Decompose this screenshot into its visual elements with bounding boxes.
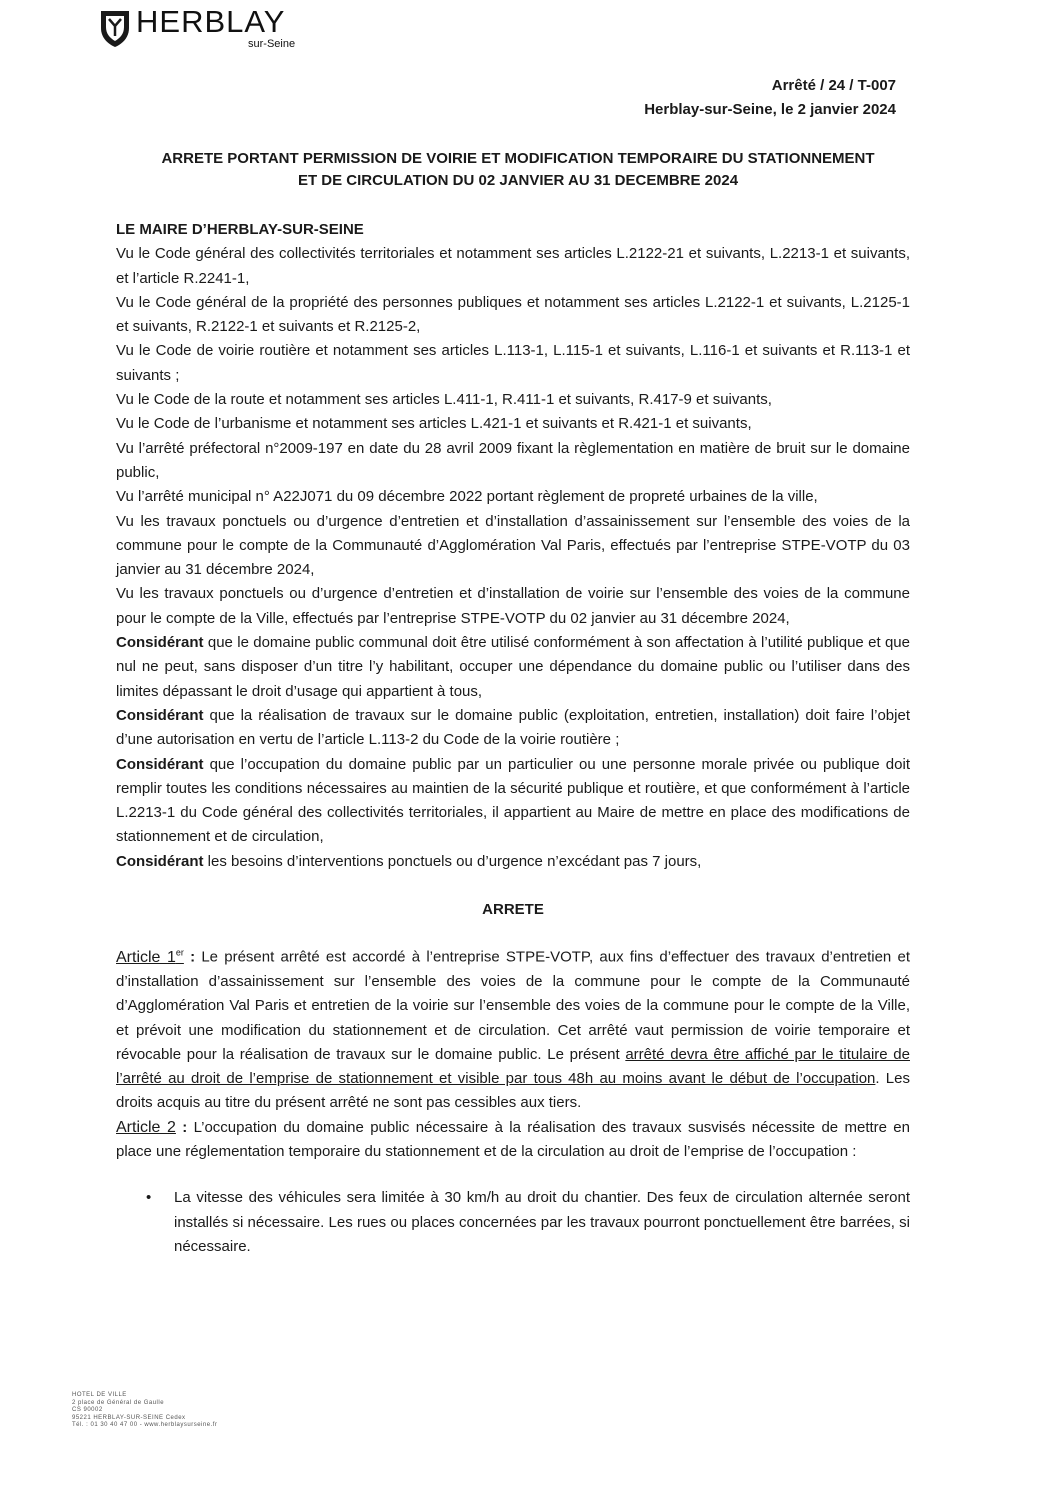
article-2-label: Article 2	[116, 1118, 176, 1136]
title-line-2: ET DE CIRCULATION DU 02 JANVIER AU 31 DECEMBRE 2024	[297, 172, 739, 189]
considerant-clause	[116, 753, 910, 850]
vu-clause: Vu les travaux ponctuels ou d’urgence d’entretien et d’installation d’assainissement sur l’ensemble des voies de la commune pour le compte de la Communauté d’Agglomération Val Paris, effectués par l’entreprise STPE-VOTP du 03 janvier au 31 décembre 2024,	[116, 512, 910, 579]
vu-clause: Vu les travaux ponctuels ou d’urgence d’entretien et d’installation de voirie sur l’ensemble des voies de la commune pour le compte de la Ville, effectués par l’entreprise STPE-VOTP du 02 janvier au 31 décembre 2024,	[116, 585, 910, 627]
list-item: • La vitesse des véhicules sera limitée à 30 km/h au droit du chantier. Des feux de circulation alternée seront installés si nécessaire. Les rues ou places concernées par les travaux pourront ponctuellement être barrées, si nécessaire.	[116, 1186, 910, 1259]
logo-name: HERBLAY	[136, 4, 286, 39]
arrete-heading: ARRETE	[482, 901, 544, 919]
coat-of-arms-icon	[98, 8, 132, 48]
article-1-posting-requirement: arrêté devra être affiché par le titulaire de l’arrêté au droit de l’emprise de stationnement et visible par tous 48h au moins avant le début de l’occupation	[116, 1045, 910, 1088]
article-2: Article 2 : L’occupation du domaine public nécessaire à la réalisation des travaux susvisés nécessite de mettre en place une réglementation temporaire du stationnement et de la circulation au droit de l’emprise de l’occupation :	[116, 1118, 910, 1161]
city-logo	[98, 6, 328, 54]
considerant-text: que l’occupation du domaine public par un particulier ou une personne morale privée ou publique doit remplir toutes les conditions nécessaires au maintien de la sécurité publique et routière, et que conformément à l’article L.2213-1 du Code général des collectivités territoriales, il appartient au Maire de mettre en place des modifications de stationnement et de circulation,	[116, 755, 910, 846]
considerant-clause	[116, 704, 910, 753]
considerant-clause	[116, 850, 910, 874]
considerant-clause	[116, 631, 910, 704]
logo-subtitle: sur-Seine	[248, 38, 296, 50]
decree-place-date: Herblay-sur-Seine, le 2 janvier 2024	[644, 101, 896, 118]
article-2-measures	[116, 1186, 910, 1259]
considerant-label: Considérant	[116, 706, 204, 724]
document-title	[118, 148, 918, 192]
decree-reference	[644, 74, 896, 122]
article-1-text: Le présent arrêté est accordé à l’entreprise STPE-VOTP, aux fins d’effectuer des travaux d’entretien et d’installation d’assainissement sur l’ensemble des voies de la commune pour le compte de la Communauté d’Agglomération Val Paris et entretien de la voirie sur l’ensemble des voies de la commune pour le compte de la Ville, et prévoit une modification du stationnement et de circulation. Cet arrêté vaut permission de voirie temporaire et révocable pour la réalisation de travaux sur le domaine public. Le présent	[116, 948, 910, 1063]
vu-clause: Vu le Code de voirie routière et notamment ses articles L.113-1, L.115-1 et suivants, L.116-1 et suivants et R.113-1 et suivants ;	[116, 342, 910, 384]
article-1: Article 1er : Le présent arrêté est accordé à l’entreprise STPE-VOTP, aux fins d’effectuer des travaux d’entretien et d’installation d’assainissement sur l’ensemble des voies de la commune pour le compte de la Communauté d’Agglomération Val Paris et entretien de la voirie sur l’ensemble des voies de la commune pour le compte de la Ville, et prévoit une modification du stationnement et de circulation. Cet arrêté vaut permission de voirie temporaire et révocable pour la réalisation de travaux sur le domaine public. Le présent arrêté devra être affiché par le titulaire de l’arrêté au droit de l’emprise de stationnement et visible par tous 48h au moins avant le début de l’occupation. Les droits acquis au titre du présent arrêté ne sont pas cessibles aux tiers.	[116, 947, 910, 1112]
vu-clause: Vu le Code de la route et notamment ses articles L.411-1, R.411-1 et suivants, R.417-9 et suivants,	[116, 391, 772, 409]
title-line-1: ARRETE PORTANT PERMISSION DE VOIRIE ET MODIFICATION TEMPORAIRE DU STATIONNEMENT	[161, 150, 875, 167]
considerant-label: Considérant	[116, 852, 204, 870]
considerant-label: Considérant	[116, 755, 204, 773]
article-2-text: L’occupation du domaine public nécessaire à la réalisation des travaux susvisés nécessite de mettre en place une réglementation temporaire du stationnement et de la circulation au droit de l’emprise de l’occupation :	[116, 1118, 910, 1161]
article-1-label: Article 1er	[116, 947, 184, 966]
vu-clause: Vu l’arrêté municipal n° A22J071 du 09 décembre 2022 portant règlement de propreté urbaines de la ville,	[116, 488, 818, 506]
document-body	[116, 218, 910, 1259]
vu-clause: Vu le Code de l’urbanisme et notamment ses articles L.421-1 et suivants et R.421-1 et suivants,	[116, 415, 752, 433]
considerant-text: que la réalisation de travaux sur le domaine public (exploitation, entretien, installation) doit faire l’objet d’une autorisation en vertu de l’article L.113-2 du Code de la voirie routière ;	[116, 706, 910, 749]
mayor-heading: LE MAIRE D’HERBLAY-SUR-SEINE	[116, 221, 364, 238]
considerant-text: les besoins d’interventions ponctuels ou d’urgence n’excédant pas 7 jours,	[203, 852, 702, 870]
footer-address: HOTEL DE VILLE 2 place de Général de Gaulle CS 90002 95221 HERBLAY-SUR-SEINE Cedex Tél. : 01 30 40 47 00 - www.herblaysurseine.fr	[72, 1392, 218, 1428]
considerant-text: que le domaine public communal doit être utilisé conformément à son affectation à l’utilité publique et que nul ne peut, sans disposer d’un titre l’y habilitant, occuper une dépendance du domaine public ou l’utiliser dans des limites dépassant le droit d’usage qui appartient à tous,	[116, 634, 910, 700]
vu-clause: Vu le Code général de la propriété des personnes publiques et notamment ses articles L.2122-1 et suivants, L.2125-1 et suivants, R.2122-1 et suivants et R.2125-2,	[116, 293, 910, 336]
vu-clause: Vu le Code général des collectivités territoriales et notamment ses articles L.2122-21 et suivants, L.2213-1 et suivants, et l’article R.2241-1,	[116, 245, 910, 287]
vu-clause: Vu l’arrêté préfectoral n°2009-197 en date du 28 avril 2009 fixant la règlementation en matière de bruit sur le domaine public,	[116, 439, 910, 481]
considerant-label: Considérant	[116, 634, 204, 652]
decree-number: Arrêté / 24 / T-007	[771, 77, 896, 94]
